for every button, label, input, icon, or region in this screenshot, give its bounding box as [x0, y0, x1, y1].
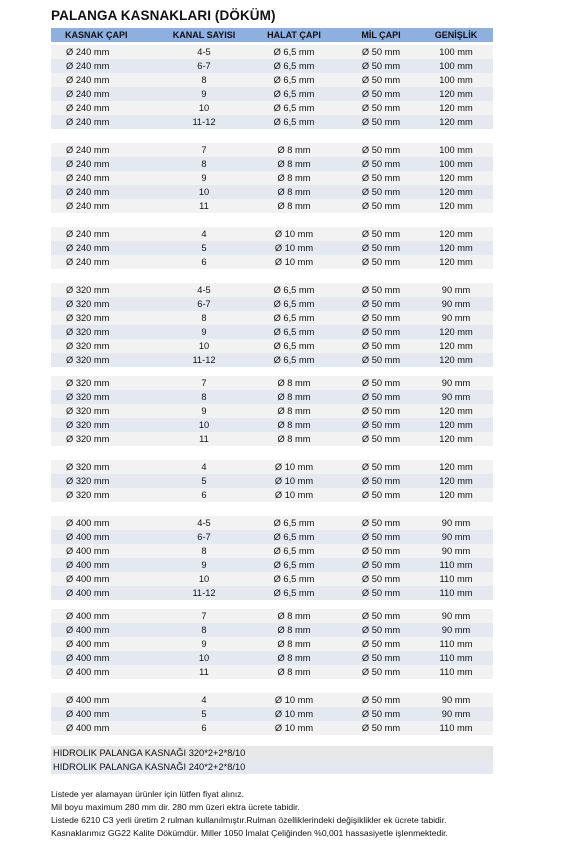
cell-shaft: Ø 50 mm: [361, 532, 401, 542]
cell-shaft: Ø 50 mm: [361, 420, 401, 430]
cell-channels: 10: [198, 103, 210, 113]
table-row: [51, 87, 493, 101]
cell-rope: Ø 6,5 mm: [273, 327, 315, 337]
cell-diameter: Ø 400 mm: [66, 560, 110, 570]
cell-shaft: Ø 50 mm: [361, 341, 401, 351]
cell-rope: Ø 6,5 mm: [273, 285, 315, 295]
note-line: Mil boyu maximum 280 mm dir. 280 mm üzeri ektra ücrete tabidir.: [51, 802, 300, 812]
cell-rope: Ø 8 mm: [277, 406, 311, 416]
cell-width: 120 mm: [439, 434, 473, 444]
table-row: [51, 353, 493, 367]
table-row: [51, 143, 493, 157]
table-row: [51, 530, 493, 544]
cell-diameter: Ø 320 mm: [66, 462, 110, 472]
cell-rope: Ø 6,5 mm: [273, 75, 315, 85]
table-row: [51, 460, 493, 474]
note-line: Listede yer alamayan ürünler için lütfen fiyat alınız.: [51, 789, 244, 799]
cell-channels: 8: [201, 625, 207, 635]
table-row: [51, 474, 493, 488]
cell-width: 120 mm: [439, 476, 473, 486]
cell-diameter: Ø 400 mm: [66, 723, 110, 733]
cell-rope: Ø 8 mm: [277, 434, 311, 444]
cell-shaft: Ø 50 mm: [361, 588, 401, 598]
table-row: [51, 637, 493, 651]
column-header-shaft: MİL ÇAPI: [361, 30, 401, 40]
cell-diameter: Ø 240 mm: [66, 201, 110, 211]
cell-width: 100 mm: [439, 159, 473, 169]
cell-shaft: Ø 50 mm: [361, 695, 401, 705]
table-row: [51, 586, 493, 600]
cell-shaft: Ø 50 mm: [361, 406, 401, 416]
table-row: [51, 572, 493, 586]
cell-shaft: Ø 50 mm: [361, 285, 401, 295]
table-row: [51, 488, 493, 502]
cell-diameter: Ø 240 mm: [66, 145, 110, 155]
cell-rope: Ø 6,5 mm: [273, 61, 315, 71]
cell-diameter: Ø 240 mm: [66, 173, 110, 183]
cell-shaft: Ø 50 mm: [361, 546, 401, 556]
cell-width: 120 mm: [439, 243, 473, 253]
table-row: [51, 59, 493, 73]
table-row: [51, 45, 493, 59]
table-row: [51, 241, 493, 255]
cell-shaft: Ø 50 mm: [361, 145, 401, 155]
cell-width: 110 mm: [439, 560, 473, 570]
cell-width: 120 mm: [439, 462, 473, 472]
cell-rope: Ø 8 mm: [277, 187, 311, 197]
cell-shaft: Ø 50 mm: [361, 75, 401, 85]
cell-rope: Ø 6,5 mm: [273, 355, 315, 365]
cell-rope: Ø 8 mm: [277, 145, 311, 155]
cell-width: 110 mm: [439, 653, 473, 663]
cell-diameter: Ø 400 mm: [66, 588, 110, 598]
cell-rope: Ø 8 mm: [277, 378, 311, 388]
cell-rope: Ø 8 mm: [277, 653, 311, 663]
cell-rope: Ø 10 mm: [274, 462, 314, 472]
cell-rope: Ø 8 mm: [277, 639, 311, 649]
cell-shaft: Ø 50 mm: [361, 229, 401, 239]
table-row: [51, 185, 493, 199]
cell-rope: Ø 6,5 mm: [273, 89, 315, 99]
cell-rope: Ø 6,5 mm: [273, 546, 315, 556]
cell-diameter: Ø 240 mm: [66, 89, 110, 99]
table-row: [51, 516, 493, 530]
cell-diameter: Ø 400 mm: [66, 518, 110, 528]
cell-diameter: Ø 320 mm: [66, 476, 110, 486]
cell-channels: 8: [201, 392, 207, 402]
table-row: [51, 418, 493, 432]
cell-channels: 4: [201, 229, 207, 239]
table-row: [51, 325, 493, 339]
cell-channels: 11: [199, 667, 209, 677]
cell-width: 90 mm: [441, 546, 471, 556]
table-row: [51, 404, 493, 418]
cell-rope: Ø 6,5 mm: [273, 588, 315, 598]
cell-rope: Ø 6,5 mm: [273, 103, 315, 113]
cell-channels: 9: [201, 89, 207, 99]
cell-rope: Ø 8 mm: [277, 159, 311, 169]
cell-rope: Ø 6,5 mm: [273, 313, 315, 323]
table-row: [51, 311, 493, 325]
cell-diameter: Ø 320 mm: [66, 490, 110, 500]
cell-width: 90 mm: [441, 709, 471, 719]
cell-channels: 7: [201, 378, 207, 388]
cell-diameter: Ø 400 mm: [66, 546, 110, 556]
cell-width: 120 mm: [439, 420, 473, 430]
cell-rope: Ø 8 mm: [277, 173, 311, 183]
table-row: [51, 199, 493, 213]
cell-width: 90 mm: [441, 695, 471, 705]
table-row: [51, 101, 493, 115]
cell-channels: 4-5: [197, 285, 211, 295]
table-row: [51, 157, 493, 171]
cell-diameter: Ø 400 mm: [66, 532, 110, 542]
cell-channels: 10: [198, 341, 210, 351]
cell-diameter: Ø 240 mm: [66, 61, 110, 71]
cell-rope: Ø 10 mm: [274, 723, 314, 733]
cell-diameter: Ø 240 mm: [66, 257, 110, 267]
cell-shaft: Ø 50 mm: [361, 89, 401, 99]
cell-channels: 6: [201, 257, 207, 267]
table-header: [51, 28, 493, 42]
cell-rope: Ø 10 mm: [274, 490, 314, 500]
cell-rope: Ø 6,5 mm: [273, 574, 315, 584]
cell-shaft: Ø 50 mm: [361, 709, 401, 719]
table-row: [51, 651, 493, 665]
cell-rope: Ø 10 mm: [274, 257, 314, 267]
cell-width: 120 mm: [439, 490, 473, 500]
cell-channels: 8: [201, 313, 207, 323]
cell-width: 90 mm: [441, 285, 471, 295]
cell-width: 90 mm: [441, 611, 471, 621]
cell-rope: Ø 6,5 mm: [273, 47, 315, 57]
cell-shaft: Ø 50 mm: [361, 392, 401, 402]
cell-channels: 5: [201, 476, 207, 486]
cell-width: 100 mm: [439, 145, 473, 155]
cell-shaft: Ø 50 mm: [361, 355, 401, 365]
cell-channels: 11: [199, 434, 209, 444]
cell-channels: 9: [201, 406, 207, 416]
cell-diameter: Ø 240 mm: [66, 47, 110, 57]
hydraulic-label: HIDROLIK PALANGA KASNAĞI 240*2+2*8/10: [53, 762, 246, 772]
cell-width: 90 mm: [441, 625, 471, 635]
cell-channels: 8: [201, 159, 207, 169]
cell-diameter: Ø 320 mm: [66, 392, 110, 402]
cell-shaft: Ø 50 mm: [361, 159, 401, 169]
table-row: [51, 721, 493, 735]
cell-width: 120 mm: [439, 117, 473, 127]
cell-rope: Ø 6,5 mm: [273, 518, 315, 528]
cell-rope: Ø 10 mm: [274, 229, 314, 239]
cell-width: 120 mm: [439, 355, 473, 365]
table-row: [51, 693, 493, 707]
table-row: [51, 544, 493, 558]
page-title: PALANGA KASNAKLARI (DÖKÜM): [51, 8, 276, 23]
cell-shaft: Ø 50 mm: [361, 378, 401, 388]
cell-diameter: Ø 320 mm: [66, 355, 110, 365]
cell-shaft: Ø 50 mm: [361, 313, 401, 323]
cell-shaft: Ø 50 mm: [361, 327, 401, 337]
cell-diameter: Ø 240 mm: [66, 229, 110, 239]
cell-rope: Ø 6,5 mm: [273, 560, 315, 570]
cell-channels: 10: [198, 187, 210, 197]
cell-channels: 11: [199, 201, 209, 211]
column-header-channels: KANAL SAYISI: [172, 30, 236, 40]
cell-diameter: Ø 400 mm: [66, 667, 110, 677]
cell-diameter: Ø 400 mm: [66, 709, 110, 719]
cell-width: 90 mm: [441, 392, 471, 402]
cell-rope: Ø 10 mm: [274, 476, 314, 486]
cell-diameter: Ø 320 mm: [66, 299, 110, 309]
cell-diameter: Ø 320 mm: [66, 327, 110, 337]
cell-diameter: Ø 240 mm: [66, 75, 110, 85]
table-row: [51, 390, 493, 404]
cell-diameter: Ø 320 mm: [66, 285, 110, 295]
cell-shaft: Ø 50 mm: [361, 201, 401, 211]
cell-shaft: Ø 50 mm: [361, 103, 401, 113]
cell-diameter: Ø 400 mm: [66, 611, 110, 621]
table-row: [51, 339, 493, 353]
cell-diameter: Ø 320 mm: [66, 313, 110, 323]
cell-shaft: Ø 50 mm: [361, 611, 401, 621]
cell-width: 90 mm: [441, 299, 471, 309]
hydraulic-label: HIDROLIK PALANGA KASNAĞI 320*2+2*8/10: [53, 748, 246, 758]
cell-width: 90 mm: [441, 518, 471, 528]
cell-width: 120 mm: [439, 103, 473, 113]
cell-rope: Ø 8 mm: [277, 625, 311, 635]
cell-diameter: Ø 400 mm: [66, 639, 110, 649]
cell-channels: 4-5: [197, 47, 211, 57]
cell-width: 100 mm: [439, 75, 473, 85]
cell-width: 120 mm: [439, 406, 473, 416]
cell-channels: 5: [201, 243, 207, 253]
cell-channels: 8: [201, 546, 207, 556]
cell-width: 110 mm: [439, 574, 473, 584]
hydraulic-row: [51, 760, 493, 774]
cell-channels: 9: [201, 173, 207, 183]
table-row: [51, 283, 493, 297]
cell-shaft: Ø 50 mm: [361, 667, 401, 677]
cell-diameter: Ø 320 mm: [66, 341, 110, 351]
cell-width: 120 mm: [439, 89, 473, 99]
cell-width: 90 mm: [441, 313, 471, 323]
cell-shaft: Ø 50 mm: [361, 490, 401, 500]
cell-channels: 10: [198, 653, 210, 663]
cell-width: 110 mm: [439, 639, 473, 649]
cell-diameter: Ø 320 mm: [66, 378, 110, 388]
cell-shaft: Ø 50 mm: [361, 462, 401, 472]
cell-diameter: Ø 240 mm: [66, 243, 110, 253]
note-line: Kasnaklarımız GG22 Kalite Dökümdür. Miller 1050 İmalat Çeliğinden %0,001 hassasiyetle işlenmektedir.: [51, 828, 448, 838]
cell-diameter: Ø 240 mm: [66, 103, 110, 113]
cell-shaft: Ø 50 mm: [361, 47, 401, 57]
cell-shaft: Ø 50 mm: [361, 518, 401, 528]
table-row: [51, 297, 493, 311]
cell-diameter: Ø 320 mm: [66, 420, 110, 430]
cell-width: 120 mm: [439, 341, 473, 351]
cell-shaft: Ø 50 mm: [361, 257, 401, 267]
cell-rope: Ø 8 mm: [277, 667, 311, 677]
table-row: [51, 376, 493, 390]
cell-channels: 9: [201, 327, 207, 337]
cell-channels: 7: [201, 611, 207, 621]
table-row: [51, 115, 493, 129]
cell-width: 120 mm: [439, 173, 473, 183]
cell-channels: 9: [201, 560, 207, 570]
cell-shaft: Ø 50 mm: [361, 723, 401, 733]
cell-channels: 4: [201, 462, 207, 472]
cell-channels: 11-12: [192, 355, 216, 365]
cell-diameter: Ø 400 mm: [66, 574, 110, 584]
cell-channels: 6-7: [197, 61, 211, 71]
cell-rope: Ø 8 mm: [277, 392, 311, 402]
note-line: Listede 6210 C3 yerli üretim 2 rulman kullanılmıştır.Rulman özelliklerindeki değişiklikler ek ücrete tabidir.: [51, 815, 447, 825]
table-row: [51, 171, 493, 185]
table-row: [51, 609, 493, 623]
cell-width: 90 mm: [441, 532, 471, 542]
cell-rope: Ø 10 mm: [274, 243, 314, 253]
cell-shaft: Ø 50 mm: [361, 117, 401, 127]
cell-rope: Ø 6,5 mm: [273, 532, 315, 542]
cell-width: 120 mm: [439, 257, 473, 267]
cell-width: 120 mm: [439, 187, 473, 197]
table-row: [51, 558, 493, 572]
cell-shaft: Ø 50 mm: [361, 560, 401, 570]
cell-rope: Ø 8 mm: [277, 201, 311, 211]
cell-diameter: Ø 320 mm: [66, 434, 110, 444]
cell-channels: 4-5: [197, 518, 211, 528]
cell-shaft: Ø 50 mm: [361, 653, 401, 663]
cell-rope: Ø 8 mm: [277, 420, 311, 430]
cell-shaft: Ø 50 mm: [361, 434, 401, 444]
cell-rope: Ø 6,5 mm: [273, 341, 315, 351]
table-row: [51, 623, 493, 637]
cell-diameter: Ø 240 mm: [66, 187, 110, 197]
cell-shaft: Ø 50 mm: [361, 243, 401, 253]
cell-rope: Ø 10 mm: [274, 695, 314, 705]
cell-channels: 6-7: [197, 532, 211, 542]
cell-rope: Ø 6,5 mm: [273, 299, 315, 309]
cell-channels: 9: [201, 639, 207, 649]
cell-width: 90 mm: [441, 378, 471, 388]
cell-channels: 6: [201, 490, 207, 500]
cell-channels: 11-12: [192, 117, 216, 127]
table-row: [51, 73, 493, 87]
column-header-rope: HALAT ÇAPI: [267, 30, 321, 40]
cell-shaft: Ø 50 mm: [361, 625, 401, 635]
cell-diameter: Ø 400 mm: [66, 695, 110, 705]
cell-rope: Ø 8 mm: [277, 611, 311, 621]
cell-shaft: Ø 50 mm: [361, 187, 401, 197]
table-row: [51, 255, 493, 269]
cell-channels: 11-12: [192, 588, 216, 598]
cell-diameter: Ø 400 mm: [66, 625, 110, 635]
column-header-diameter: KASNAK ÇAPI: [65, 30, 128, 40]
cell-shaft: Ø 50 mm: [361, 574, 401, 584]
cell-rope: Ø 6,5 mm: [273, 117, 315, 127]
cell-channels: 6: [201, 723, 207, 733]
table-row: [51, 707, 493, 721]
cell-shaft: Ø 50 mm: [361, 61, 401, 71]
cell-diameter: Ø 320 mm: [66, 406, 110, 416]
cell-channels: 8: [201, 75, 207, 85]
table-row: [51, 432, 493, 446]
cell-channels: 5: [201, 709, 207, 719]
cell-diameter: Ø 240 mm: [66, 117, 110, 127]
cell-width: 110 mm: [439, 588, 473, 598]
cell-diameter: Ø 400 mm: [66, 653, 110, 663]
cell-width: 120 mm: [439, 327, 473, 337]
cell-channels: 7: [201, 145, 207, 155]
column-header-width: GENİŞLİK: [434, 30, 478, 40]
cell-channels: 10: [198, 574, 210, 584]
table-row: [51, 227, 493, 241]
cell-width: 120 mm: [439, 201, 473, 211]
cell-shaft: Ø 50 mm: [361, 639, 401, 649]
table-row: [51, 665, 493, 679]
cell-channels: 4: [201, 695, 207, 705]
cell-shaft: Ø 50 mm: [361, 476, 401, 486]
cell-width: 100 mm: [439, 61, 473, 71]
cell-channels: 10: [198, 420, 210, 430]
hydraulic-row: [51, 746, 493, 760]
cell-width: 120 mm: [439, 229, 473, 239]
cell-rope: Ø 10 mm: [274, 709, 314, 719]
cell-diameter: Ø 240 mm: [66, 159, 110, 169]
cell-shaft: Ø 50 mm: [361, 299, 401, 309]
cell-channels: 6-7: [197, 299, 211, 309]
cell-width: 110 mm: [439, 723, 473, 733]
cell-width: 100 mm: [439, 47, 473, 57]
cell-shaft: Ø 50 mm: [361, 173, 401, 183]
cell-width: 110 mm: [439, 667, 473, 677]
